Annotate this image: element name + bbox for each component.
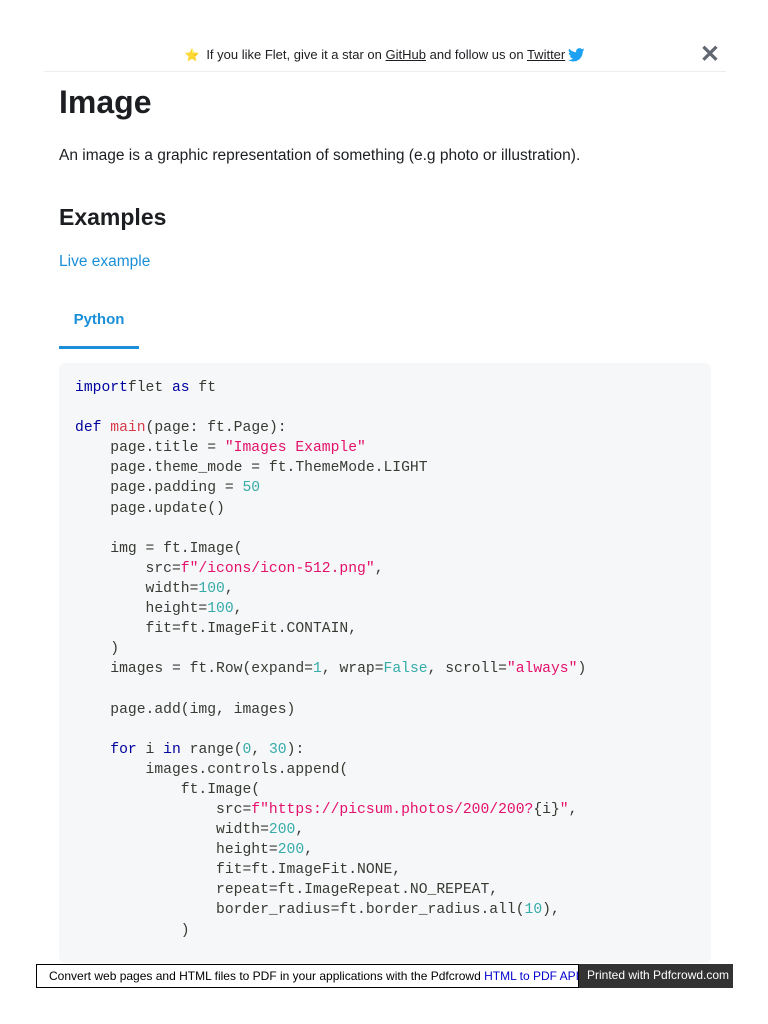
code-line xyxy=(75,659,586,679)
code-token: " xyxy=(559,801,569,818)
code-token: src= xyxy=(75,560,181,577)
footer-message xyxy=(36,964,579,988)
code-line xyxy=(75,619,586,639)
code-token: 200 xyxy=(277,842,305,859)
code-line xyxy=(75,539,586,559)
code-token: ft xyxy=(189,380,217,396)
code-line xyxy=(75,378,586,398)
code-token: ft.Image( xyxy=(75,781,261,798)
code-token: as xyxy=(171,380,190,396)
code-token: range( xyxy=(180,741,243,758)
code-token: 10 xyxy=(524,902,543,919)
code-token: , wrap= xyxy=(321,661,384,678)
code-token: {i} xyxy=(533,801,560,818)
code-token: in xyxy=(163,741,181,758)
code-token: False xyxy=(383,661,428,678)
code-token: 100 xyxy=(198,580,225,597)
code-token: width= xyxy=(75,580,199,597)
code-token: f"/icons/icon-512.png" xyxy=(180,560,375,577)
code-line xyxy=(75,840,586,860)
code-token: width= xyxy=(75,822,269,839)
code-token: , xyxy=(233,601,243,618)
star-icon: ⭐ xyxy=(184,48,200,62)
intro-paragraph: An image is a graphic representation of something (e.g photo or illustration). xyxy=(59,147,581,164)
code-token: page.add(img, images) xyxy=(75,701,296,718)
code-line xyxy=(75,780,586,800)
code-token: img = ft.Image( xyxy=(75,540,243,557)
examples-heading: Examples xyxy=(59,204,167,230)
code-token: (page: ft.Page): xyxy=(145,420,287,437)
code-token: 0 xyxy=(242,741,252,758)
twitter-link[interactable]: Twitter xyxy=(526,47,566,62)
code-token: page.theme_mode = ft.ThemeMode.LIGHT xyxy=(75,460,428,477)
code-token: flet xyxy=(127,380,172,396)
code-token: "always" xyxy=(506,661,578,678)
code-token: , xyxy=(295,822,305,839)
html-to-pdf-link[interactable]: HTML to PDF API xyxy=(484,969,580,983)
banner-text-middle: and follow us on xyxy=(429,47,524,62)
code-token: , scroll= xyxy=(427,661,507,678)
code-token: images.controls.append( xyxy=(75,761,349,778)
code-line xyxy=(75,679,586,699)
code-token: 30 xyxy=(268,741,287,758)
code-token: src= xyxy=(75,801,252,818)
code-token: ), xyxy=(542,902,560,919)
code-line xyxy=(75,438,586,458)
code-token: 100 xyxy=(207,601,234,618)
code-token: , xyxy=(251,741,269,758)
code-line xyxy=(75,499,586,519)
code-token: , xyxy=(568,801,578,818)
code-token: ) xyxy=(577,661,587,678)
code-token: page.update() xyxy=(75,500,225,517)
code-line xyxy=(75,860,586,880)
code-line xyxy=(75,720,586,740)
code-line xyxy=(75,880,586,900)
banner-text xyxy=(44,47,726,62)
code-token: ) xyxy=(75,641,120,658)
banner-text-before: If you like Flet, give it a star on xyxy=(206,47,382,62)
code-line xyxy=(75,458,586,478)
code-token: main xyxy=(110,420,146,437)
close-icon[interactable]: ✕ xyxy=(699,41,720,68)
code-token: f"https://picsum.photos/200/200? xyxy=(251,801,534,818)
twitter-icon[interactable] xyxy=(568,48,585,62)
code-line xyxy=(75,921,586,941)
code-line xyxy=(75,579,586,599)
code-line xyxy=(75,418,586,438)
code-token: page.padding = xyxy=(75,480,243,497)
code-line xyxy=(75,700,586,720)
code-token: for xyxy=(110,741,137,758)
code-token: , xyxy=(304,842,314,859)
code-token: fit=ft.ImageFit.NONE, xyxy=(75,862,402,879)
code-token: repeat=ft.ImageRepeat.NO_REPEAT, xyxy=(75,882,499,899)
code-line xyxy=(75,478,586,498)
code-token: border_radius=ft.border_radius.all( xyxy=(75,902,525,919)
code-token: height= xyxy=(75,601,208,618)
code-token: ) xyxy=(75,922,190,939)
code-token: , xyxy=(374,560,384,577)
code-line xyxy=(75,820,586,840)
code-token xyxy=(75,742,110,758)
github-link[interactable]: GitHub xyxy=(385,47,426,62)
pdfcrowd-footer xyxy=(36,964,733,988)
tab-python[interactable]: Python xyxy=(59,296,139,349)
code-line xyxy=(75,900,586,920)
code-token: page.title = xyxy=(75,440,225,457)
footer-text: Convert web pages and HTML files to PDF in your applications with the Pdfcrowd xyxy=(49,969,481,983)
code-token: 50 xyxy=(242,480,261,497)
code-block xyxy=(59,363,711,963)
code-content xyxy=(75,378,586,941)
code-token: def xyxy=(75,420,102,437)
code-token: fit=ft.ImageFit.CONTAIN, xyxy=(75,621,358,638)
code-token: i xyxy=(136,741,164,758)
printed-with-badge[interactable]: Printed with Pdfcrowd.com xyxy=(579,964,733,988)
code-line xyxy=(75,740,586,760)
code-token: ): xyxy=(286,741,305,758)
code-line xyxy=(75,398,586,418)
code-token: images = ft.Row(expand= xyxy=(75,661,313,678)
code-token: import xyxy=(75,380,128,396)
code-line xyxy=(75,519,586,539)
code-token xyxy=(101,420,110,436)
code-line xyxy=(75,760,586,780)
code-token: "Images Example" xyxy=(224,440,366,457)
code-token: , xyxy=(224,580,234,597)
code-token: height= xyxy=(75,842,278,859)
live-example-link[interactable]: Live example xyxy=(59,253,151,270)
code-token: 1 xyxy=(312,661,322,678)
code-token: 200 xyxy=(268,822,296,839)
code-line xyxy=(75,559,586,579)
page-title: Image xyxy=(59,84,152,120)
announcement-banner xyxy=(44,40,726,72)
code-line xyxy=(75,639,586,659)
code-line xyxy=(75,599,586,619)
code-line xyxy=(75,800,586,820)
